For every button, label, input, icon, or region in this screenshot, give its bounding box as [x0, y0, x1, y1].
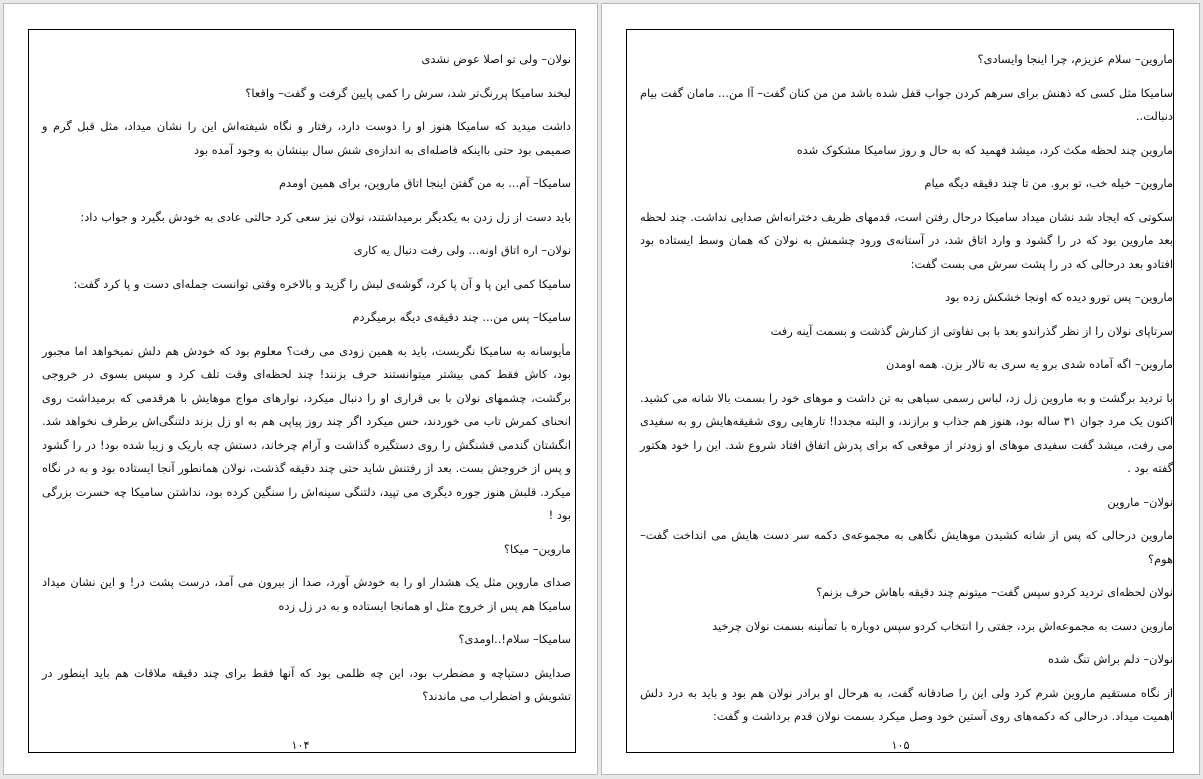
paragraph: ماروین درحالی که پس از شانه کشیدن موهایش نگاهی به مجموعه‌ی دکمه سر دست هایش می انداخت گفت– هوم؟	[640, 528, 1173, 566]
paragraph: سرتاپای نولان را از نظر گذراندو بعد با بی تفاوتی از کنارش گذشت و بسمت آینه رفت	[770, 323, 1173, 338]
right-page	[601, 3, 1200, 775]
paragraph: باید دست از زل زدن به یکدیگر برمیداشتند، نولان نیز سعی کرد حالتی عادی به خودش بگیرد و جواب داد:	[80, 209, 571, 224]
paragraph: سامیکا– آم... به من گفتن اینجا اتاق ماروین، برای همین اومدم	[278, 176, 571, 190]
right-page-text	[640, 48, 1173, 739]
paragraph: نولان لحظه‌ای تردید کردو سپس گفت– میتونم چند دقیقه باهاش حرف بزنم؟	[816, 585, 1173, 599]
paragraph: ماروین– پس تورو دیده که اونجا خشکش زده بود	[945, 290, 1173, 304]
paragraph: سامیکا– پس من... چند دقیقه‌ی دیگه برمیگردم	[352, 310, 571, 324]
paragraph: ماروین– میکا؟	[503, 541, 571, 556]
paragraph: ماروین چند لحظه مکث کرد، میشد فهمید که به حال و روز سامیکا مشکوک شده	[796, 142, 1173, 157]
paragraph: نولان– اره اتاق اونه... ولی رفت دنبال یه کاری	[353, 243, 571, 257]
paragraph: از نگاه مستقیم ماروین شرم کرد ولی این را صادقانه گفت، به هرحال او برادر نولان هم بود و باید به درد دلش اهمیت میداد. درحالی که دکمه‌های روی آستین خود وصل میکرد بسمت نولان قدم برداشت و گفت:	[640, 685, 1173, 723]
paragraph: مأیوسانه به سامیکا نگریست، باید به همین زودی می رفت؟ معلوم بود که خودش هم دلش نمیخواهد اما مجبور بود، کاش فقط کمی بیشتر میتوانستند حرف بزنند! چند لحظه‌ای وقت تلف کرد و سپس بسوی در خروجی برگشت، چشمهای نولان با بی قراری او را دنبال میکرد، نوارهای مواج موهایش با هرقدمی که برمیداشت روی انحنای کمرش تاب می خوردند، حس میکرد اگر چند روز پیاپی هم به او زل بزند دلتنگی‌اش برطرف نخواهد شد. انگشتان گندمی قشنگش را روی دستگیره گذاشت و آرام چرخاند، دستش چه باریک و زیبا شده بود! در را گشود و پس از خروجش بست. بعد از رفتنش شاید حتی چند دقیقه گذشت، نولان همانطور آنجا ایستاده بود و به در نگاه میکرد. قلبش هنوز جوره دیگری می تپید، دلتنگی سینه‌اش را سنگین کرده بود، نداشتن سامیکا چه حسرت بزرگی بود !	[42, 343, 571, 522]
paragraph: نولان– دلم براش تنگ شده	[1047, 652, 1173, 666]
paragraph: سامیکا– سلام!..اومدی؟	[458, 632, 571, 646]
paragraph: نولان– ماروین	[1107, 494, 1173, 509]
paragraph: با تردید برگشت و به ماروین زل زد، لباس رسمی سیاهی به تن داشت و موهای خود را بسمت بالا شانه می کشید. اکنون یک مرد جوان ۳۱ ساله بود، هنوز هم جذاب و برازند، و البته مجددا! تارهایی روی شقیقه‌هایش رو به سفیدی می رفت، میشد گفت سفیدی موهای او زودتر از موقعی که برای پدرش اتفاق افتاد شروع شد. این را خود هکتور گفته بود .	[640, 390, 1173, 475]
paragraph: ماروین– اگه آماده شدی برو یه سری به تالار بزن. همه اومدن	[886, 357, 1173, 371]
paragraph: صدایش دستپاچه و مضطرب بود، این چه ظلمی بود که آنها فقط برای چند دقیقه ملاقات هم باید اینطور در تشویش و اضطراب می ماندند؟	[42, 665, 571, 703]
paragraph: لبخند سامیکا پررنگ‌تر شد، سرش را کمی پایین گرفت و گفت– واقعا؟	[245, 85, 571, 100]
paragraph: صدای ماروین مثل یک هشدار او را به خودش آورد، صدا از بیرون می آمد، درست پشت در! و این نشان میداد سامیکا هم پس از خروج مثل او همانجا ایستاده و به در زل زده	[42, 575, 571, 613]
paragraph: ماروین دست به مجموعه‌اش برد، جفتی را انتخاب کردو سپس دوباره با تمأنینه بسمت نولان چرخید	[712, 618, 1173, 633]
page-number: ۱۰۵	[891, 738, 910, 752]
paragraph: سکوتی که ایجاد شد نشان میداد سامیکا درحال رفتن است، قدمهای ظریف دخترانه‌اش صدایی نداشت. چند لحظه بعد ماروین بود که در را گشود و وارد اتاق شد، در آستانه‌ی ورود چشمش به نولان که همان وسط ایستاده بود افتادو بعد درحالی که در را پشت سرش می بست گفت:	[640, 209, 1173, 271]
paragraph: داشت میدید که سامیکا هنوز او را دوست دارد، رفتار و نگاه شیفته‌اش این را نشان میداد، مثل قبل گرم و صمیمی بود حتی بااینکه فاصله‌ای به اندازه‌ی شش سال بینشان به وجود آمده بود	[42, 119, 571, 157]
paragraph: ماروین– خیله خب، تو برو. من تا چند دقیقه دیگه میام	[924, 176, 1173, 190]
paragraph: ماروین– سلام عزیزم، چرا اینجا وایسادی؟	[977, 52, 1173, 66]
paragraph: سامیکا مثل کسی که ذهنش برای سرهم کردن جواب قفل شده باشد من من کنان گفت– آا من... مامان گفت بیام دنبالت..	[640, 85, 1173, 123]
left-page-text	[42, 48, 571, 719]
paragraph: سامیکا کمی این پا و آن پا کرد، گوشه‌ی لبش را گزید و بالاخره وقتی توانست جمله‌ای دست و پا کرد گفت:	[73, 276, 571, 291]
paragraph: نولان– ولی تو اصلا عوض نشدی	[421, 52, 571, 66]
left-page	[3, 3, 598, 775]
page-number: ۱۰۴	[291, 738, 310, 752]
